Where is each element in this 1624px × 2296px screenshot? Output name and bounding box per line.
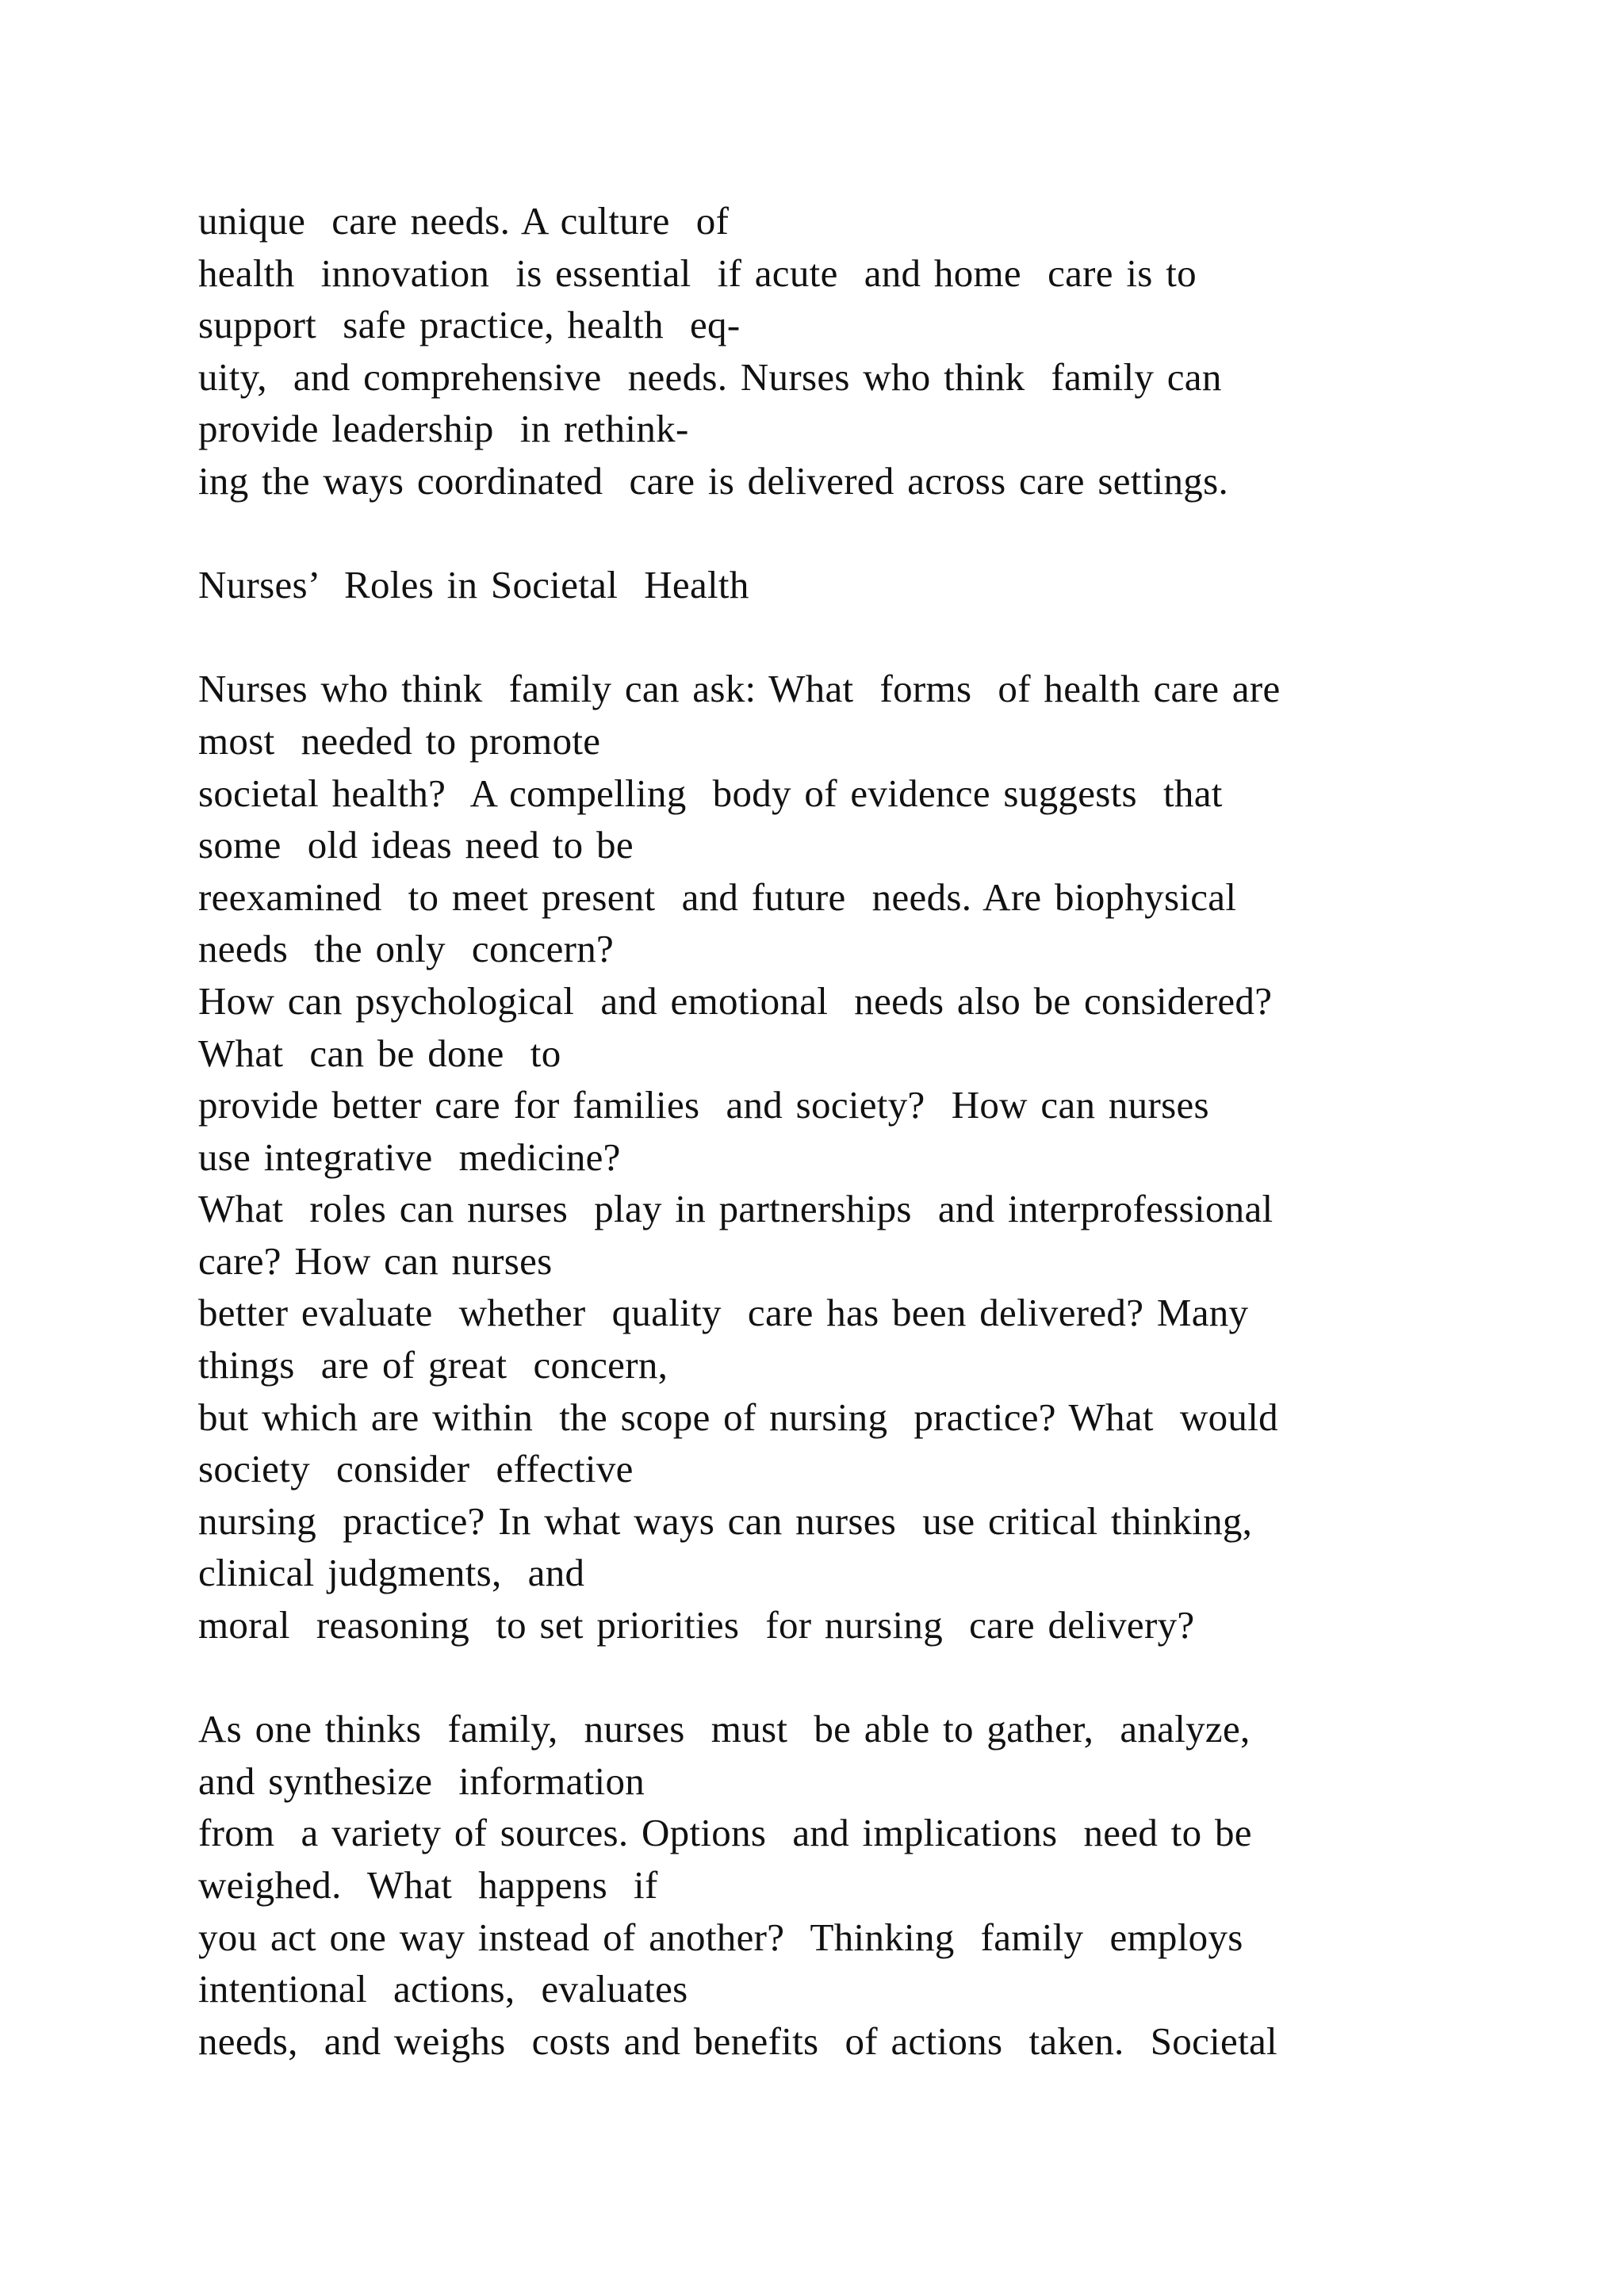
text-line: better evaluate whether quality care has been delivered? Many xyxy=(198,1291,1249,1335)
text-line: ing the ways coordinated care is delivered across care settings. xyxy=(198,458,1228,503)
text-line: health innovation is essential if acute and home care is to xyxy=(198,251,1197,295)
text-line: but which are within the scope of nursing practice? What would xyxy=(198,1395,1278,1439)
text-line: provide better care for families and society? How can nurses xyxy=(198,1083,1209,1127)
text-line: needs, and weighs costs and benefits of actions taken. Societal xyxy=(198,2019,1277,2063)
paragraph-gap xyxy=(198,611,1546,664)
text-line: support safe practice, health eq- xyxy=(198,303,741,347)
text-line: provide leadership in rethink- xyxy=(198,407,689,451)
text-line: societal health? A compelling body of evidence suggests that xyxy=(198,771,1223,815)
text-line: you act one way instead of another? Thinking family employs xyxy=(198,1915,1243,1959)
text-line: society consider effective xyxy=(198,1447,634,1491)
text-line: weighed. What happens if xyxy=(198,1863,658,1907)
paragraph-3 xyxy=(198,1703,1546,2067)
text-line: and synthesize information xyxy=(198,1758,645,1803)
text-line: Nurses who think family can ask: What forms of health care are xyxy=(198,667,1281,711)
paragraph-1 xyxy=(198,195,1546,507)
text-line: How can psychological and emotional needs also be considered? xyxy=(198,978,1273,1023)
section-heading: Nurses’ Roles in Societal Health xyxy=(198,563,749,607)
paragraph-2 xyxy=(198,663,1546,1651)
text-line: reexamined to meet present and future needs. Are biophysical xyxy=(198,874,1237,919)
text-line: some old ideas need to be xyxy=(198,823,634,867)
text-line: use integrative medicine? xyxy=(198,1135,621,1179)
document-body xyxy=(198,195,1546,2067)
text-line: What can be done to xyxy=(198,1031,561,1075)
text-line: moral reasoning to set priorities for nursing care delivery? xyxy=(198,1603,1195,1647)
text-line: things are of great concern, xyxy=(198,1343,668,1387)
text-line: nursing practice? In what ways can nurses use critical thinking, xyxy=(198,1498,1253,1543)
text-line: most needed to promote xyxy=(198,718,601,763)
text-line: uity, and comprehensive needs. Nurses who think family can xyxy=(198,354,1222,399)
text-line: clinical judgments, and xyxy=(198,1551,585,1595)
text-line: from a variety of sources. Options and implications need to be xyxy=(198,1811,1252,1855)
paragraph-gap xyxy=(198,1651,1546,1704)
text-line: care? How can nurses xyxy=(198,1238,553,1283)
text-line: needs the only concern? xyxy=(198,927,615,971)
text-line: intentional actions, evaluates xyxy=(198,1967,688,2011)
paragraph-gap xyxy=(198,507,1546,560)
text-line: unique care needs. A culture of xyxy=(198,199,730,243)
text-line: What roles can nurses play in partnerships and interprofessional xyxy=(198,1187,1274,1231)
text-line: As one thinks family, nurses must be able to gather, analyze, xyxy=(198,1707,1251,1751)
